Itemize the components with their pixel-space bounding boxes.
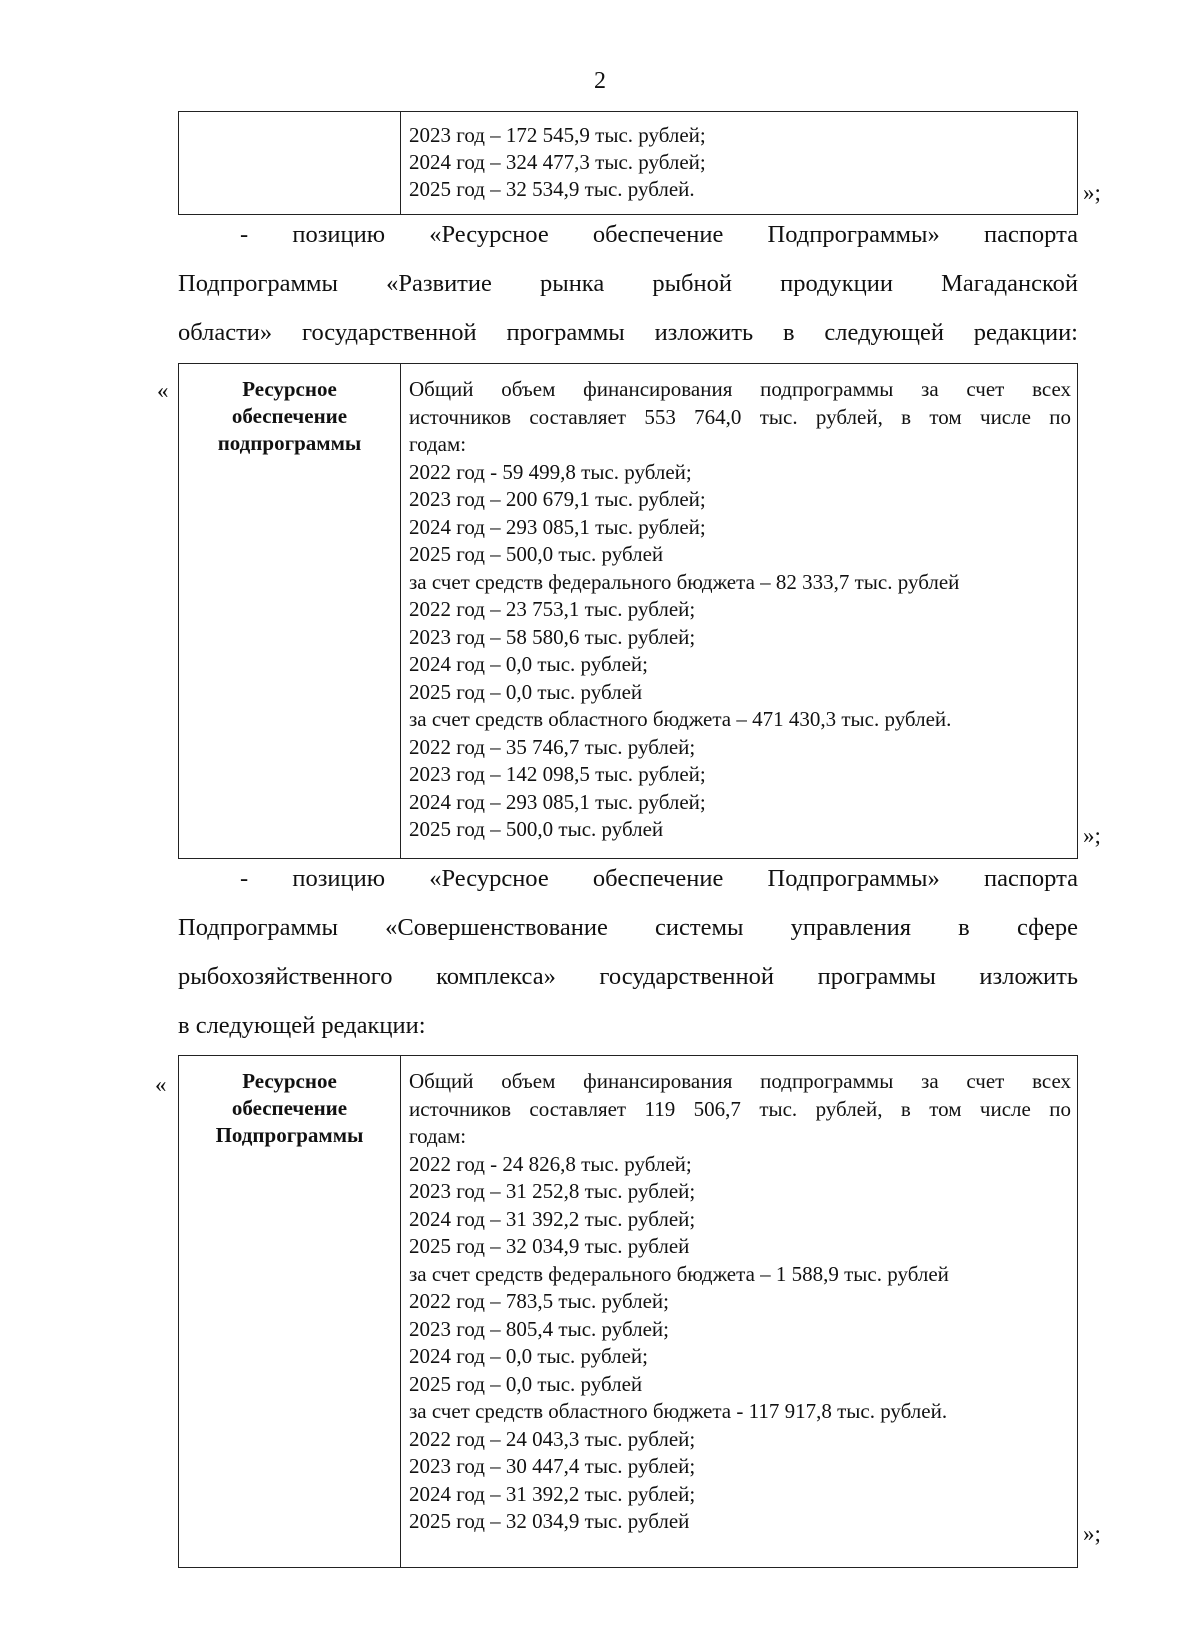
funding-line: 2023 год – 142 098,5 тыс. рублей; bbox=[409, 762, 706, 786]
funding-line: 2022 год – 24 043,3 тыс. рублей; bbox=[409, 1426, 696, 1451]
instruction-paragraph-2 bbox=[178, 854, 1078, 1050]
resource-table-continuation bbox=[178, 111, 1078, 215]
funding-line: за счет средств областного бюджета – 471 430,3 тыс. рублей. bbox=[409, 707, 952, 731]
paragraph-line: Подпрограммы «Совершенствование системы управления в сфере bbox=[178, 914, 1078, 941]
paragraph-line: - позицию «Ресурсное обеспечение Подпрограммы» паспорта bbox=[240, 865, 1078, 892]
label-line: подпрограммы bbox=[217, 431, 362, 455]
funding-line: годам: bbox=[409, 1124, 467, 1148]
page-number: 2 bbox=[594, 68, 606, 94]
label-line: обеспечение bbox=[231, 404, 348, 428]
funding-line: 2022 год – 23 753,1 тыс. рублей; bbox=[409, 597, 696, 621]
funding-line: 2025 год – 32 034,9 тыс. рублей bbox=[409, 1234, 690, 1258]
funding-line: за счет средств федерального бюджета – 1 588,9 тыс. рублей bbox=[409, 1261, 949, 1286]
funding-line: 2023 год – 805,4 тыс. рублей; bbox=[409, 1316, 670, 1341]
paragraph-line: Подпрограммы «Развитие рынка рыбной продукции Магаданской bbox=[178, 270, 1078, 297]
resource-table-management-system bbox=[178, 1055, 1078, 1568]
resource-table-label-cell bbox=[179, 112, 401, 215]
funding-line: Общий объем финансирования подпрограммы за счет всех bbox=[409, 1069, 1071, 1093]
funding-line: источников составляет 119 506,7 тыс. рублей, в том числе по bbox=[409, 1096, 1071, 1121]
opening-quote: « bbox=[157, 378, 169, 403]
funding-line: 2022 год – 783,5 тыс. рублей; bbox=[409, 1289, 670, 1313]
funding-line: 2023 год – 58 580,6 тыс. рублей; bbox=[409, 624, 696, 649]
funding-line: Общий объем финансирования подпрограммы за счет всех bbox=[409, 377, 1071, 401]
instruction-paragraph-1 bbox=[178, 210, 1078, 357]
funding-line: 2023 год – 31 252,8 тыс. рублей; bbox=[409, 1179, 696, 1203]
funding-line: источников составляет 553 764,0 тыс. рублей, в том числе по bbox=[409, 404, 1071, 429]
funding-line: 2025 год – 500,0 тыс. рублей bbox=[409, 542, 664, 566]
closing-quote: »; bbox=[1083, 823, 1101, 848]
resource-table-label-cell bbox=[179, 364, 401, 859]
funding-line: 2022 год - 59 499,8 тыс. рублей; bbox=[409, 459, 692, 484]
closing-quote: »; bbox=[1083, 180, 1101, 205]
paragraph-line: рыбохозяйственного комплекса» государственной программы изложить bbox=[178, 963, 1078, 990]
label-line: Ресурсное bbox=[242, 377, 337, 401]
funding-line: 2025 год – 32 034,9 тыс. рублей bbox=[409, 1509, 690, 1533]
funding-line: 2025 год – 32 534,9 тыс. рублей. bbox=[409, 177, 695, 201]
paragraph-line: - позицию «Ресурсное обеспечение Подпрограммы» паспорта bbox=[240, 221, 1078, 248]
funding-line: 2024 год – 324 477,3 тыс. рублей; bbox=[409, 150, 706, 174]
funding-line: 2024 год – 31 392,2 тыс. рублей; bbox=[409, 1206, 696, 1231]
funding-line: 2024 год – 31 392,2 тыс. рублей; bbox=[409, 1481, 696, 1506]
funding-line: 2025 год – 500,0 тыс. рублей bbox=[409, 817, 664, 841]
funding-line: 2022 год - 24 826,8 тыс. рублей; bbox=[409, 1151, 692, 1176]
resource-table-value-cell bbox=[401, 364, 1078, 859]
funding-line: за счет средств областного бюджета - 117 917,8 тыс. рублей. bbox=[409, 1399, 948, 1423]
funding-line: 2024 год – 0,0 тыс. рублей; bbox=[409, 1344, 649, 1368]
funding-line: 2024 год – 293 085,1 тыс. рублей; bbox=[409, 514, 706, 539]
resource-table-label-cell bbox=[179, 1056, 401, 1568]
resource-table-value-cell bbox=[401, 1056, 1078, 1568]
funding-line: 2024 год – 0,0 тыс. рублей; bbox=[409, 652, 649, 676]
label-line: обеспечение bbox=[231, 1096, 348, 1120]
paragraph-line: области» государственной программы изложить в следующей редакции: bbox=[178, 319, 1078, 346]
paragraph-line: в следующей редакции: bbox=[178, 1012, 426, 1039]
funding-line: 2023 год – 200 679,1 тыс. рублей; bbox=[409, 487, 706, 511]
label-line: Ресурсное bbox=[242, 1069, 337, 1093]
funding-line: за счет средств федерального бюджета – 82 333,7 тыс. рублей bbox=[409, 569, 960, 594]
resource-table-fish-market bbox=[178, 363, 1078, 859]
closing-quote: »; bbox=[1083, 1521, 1101, 1546]
funding-line: 2024 год – 293 085,1 тыс. рублей; bbox=[409, 789, 706, 814]
funding-line: 2023 год – 172 545,9 тыс. рублей; bbox=[409, 123, 706, 147]
funding-line: 2025 год – 0,0 тыс. рублей bbox=[409, 1371, 643, 1396]
resource-table-value-cell bbox=[401, 112, 1078, 215]
opening-quote: « bbox=[155, 1072, 167, 1097]
funding-line: 2023 год – 30 447,4 тыс. рублей; bbox=[409, 1454, 696, 1478]
funding-line: годам: bbox=[409, 432, 467, 456]
label-line: Подпрограммы bbox=[215, 1123, 364, 1147]
funding-line: 2025 год – 0,0 тыс. рублей bbox=[409, 679, 643, 704]
funding-line: 2022 год – 35 746,7 тыс. рублей; bbox=[409, 734, 696, 759]
